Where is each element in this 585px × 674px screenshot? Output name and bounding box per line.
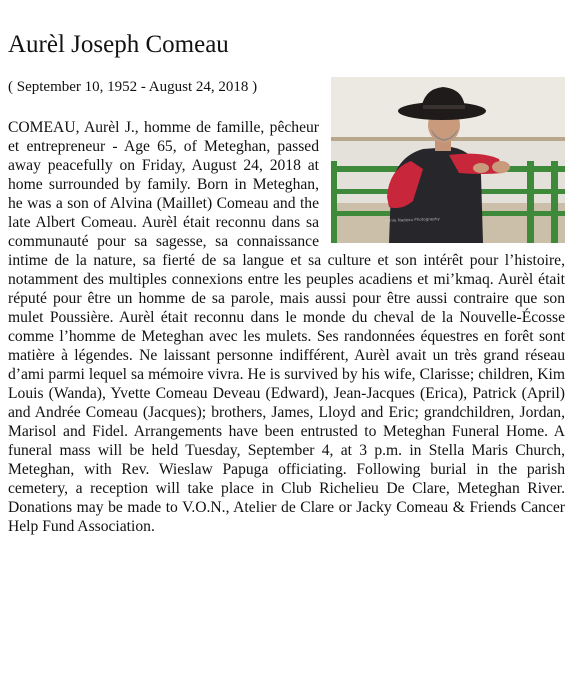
page-title: Aurèl Joseph Comeau [8, 31, 229, 58]
portrait-photo [331, 77, 565, 243]
portrait-illustration [331, 77, 565, 243]
life-dates: ( September 10, 1952 - August 24, 2018 ) [8, 79, 258, 95]
obituary-body: COMEAU, Aurèl J., homme de famille, pêcheur et entrepreneur - Age 65, of Meteghan, passed away peacefully on Friday, August 24, 2018 at home surrounded by family. Born in Meteghan, he was a son of Alvina (Maillet) Comeau and the late Albert Comeau. Aurèl était reconnu dans sa communauté pour sa sagesse, sa connaissance intime de la nature, sa fierté de sa langue et sa culture et son intérêt pour l’histoire, notamment des multiples connexions entre les peuples acadiens et mi’kmaq. Aurèl était réputé pour être un homme de sa parole, mais aussi pour être aussi contraire que son mulet Poussière. Aurèl était reconnu dans le monde du cheval de la Nouvelle-Écosse comme l’homme de Meteghan avec les mulets. Ses randonnées équestres en forêt sont matière à légendes. Ne laissant personne indifférent, Aurèl avait un très grand réseau d’ami parmi lequel sa mémoire vivra. He is survived by his wife, Clarisse; children, Kim Louis (Wanda), Yvette Comeau Deveau (Edward), Jean-Jacques (Erica), Patrick (April) and Andrée Comeau (Jacques); brothers, James, Lloyd and Eric; grandchildren, Jordan, Marisol and Fidel. Arrangements have been entrusted to Meteghan Funeral Home. A funeral mass will be held Tuesday, September 4, at 3 p.m. in Stella Maris Church, Meteghan, with Rev. Wieslaw Papuga officiating. Following burial in the parish cemetery, a reception will take place in Club Richelieu De Clare, Meteghan River. Donations may be made to V.O.N., Atelier de Clare or Jacky Comeau & Friends Cancer Help Fund Association. [8, 119, 565, 535]
photo-watermark: Annie Nadeau Photography [384, 216, 440, 223]
obituary-text-block [8, 118, 565, 536]
